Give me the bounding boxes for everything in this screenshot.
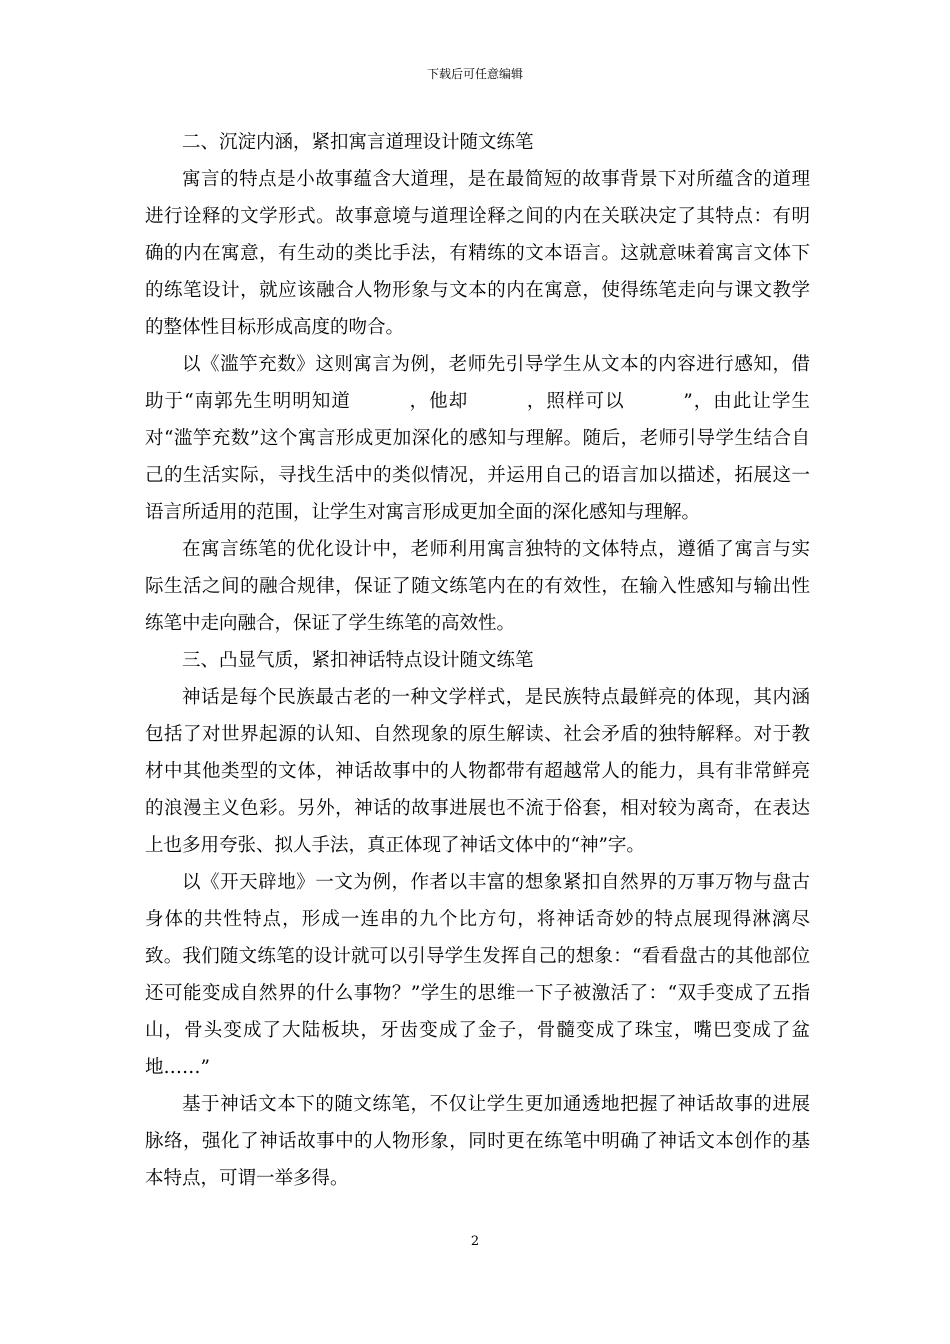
document-body bbox=[145, 124, 810, 1197]
page-header: 下载后可任意编辑 bbox=[426, 67, 523, 81]
section-heading-3: 三、凸显气质，紧扣神话特点设计随文练笔 bbox=[182, 650, 534, 671]
paragraph: 神话是每个民族最古老的一种文学样式，是民族特点最鲜亮的体现，其内涵包括了对世界起源的认知、自然现象的原生解读、社会矛盾的独特解释。对于教材中其他类型的文体，神话故事中的人物都带有超越常人的能力，具有非常鲜亮的浪漫主义色彩。另外，神话的故事进展也不流于俗套，相对较为离奇，在表达上也多用夸张、拟人手法，真正体现了神话文体中的“神”字。 bbox=[145, 687, 810, 856]
paragraph: 以《滥竽充数》这则寓言为例，老师先引导学生从文本的内容进行感知，借助于“南郭先生明明知道 ，他却 ，照样可以 ”，由此让学生对“滥竽充数”这个寓言形成更加深化的感知与理解。随后，老师引导学生结合自己的生活实际，寻找生活中的类似情况，并运用自己的语言加以描述，拓展这一语言所适用的范围，让学生对寓言形成更加全面的深化感知与理解。 bbox=[145, 354, 810, 523]
page-number: 2 bbox=[470, 1234, 480, 1249]
paragraph: 在寓言练笔的优化设计中，老师利用寓言独特的文体特点，遵循了寓言与实际生活之间的融合规律，保证了随文练笔内在的有效性，在输入性感知与输出性练笔中走向融合，保证了学生练笔的高效性。 bbox=[145, 539, 810, 634]
paragraph: 基于神话文本下的随文练笔，不仅让学生更加通透地把握了神话故事的进展脉络，强化了神话故事中的人物形象，同时更在练笔中明确了神话文本创作的基本特点，可谓一举多得。 bbox=[145, 1094, 810, 1189]
section-heading-2: 二、沉淀内涵，紧扣寓言道理设计随文练笔 bbox=[182, 132, 534, 153]
paragraph: 寓言的特点是小故事蕴含大道理，是在最简短的故事背景下对所蕴含的道理进行诠释的文学形式。故事意境与道理诠释之间的内在关联决定了其特点：有明确的内在寓意，有生动的类比手法，有精练的文本语言。这就意味着寓言文体下的练笔设计，就应该融合人物形象与文本的内在寓意，使得练笔走向与课文教学的整体性目标形成高度的吻合。 bbox=[145, 169, 810, 338]
paragraph: 以《开天辟地》一文为例，作者以丰富的想象紧扣自然界的万事万物与盘古身体的共性特点，形成一连串的九个比方句，将神话奇妙的特点展现得淋漓尽致。我们随文练笔的设计就可以引导学生发挥自己的想象：“看看盘古的其他部位还可能变成自然界的什么事物？”学生的思维一下子被激活了：“双手变成了五指山，骨头变成了大陆板块，牙齿变成了金子，骨髓变成了珠宝，嘴巴变成了盆地……” bbox=[145, 872, 810, 1078]
